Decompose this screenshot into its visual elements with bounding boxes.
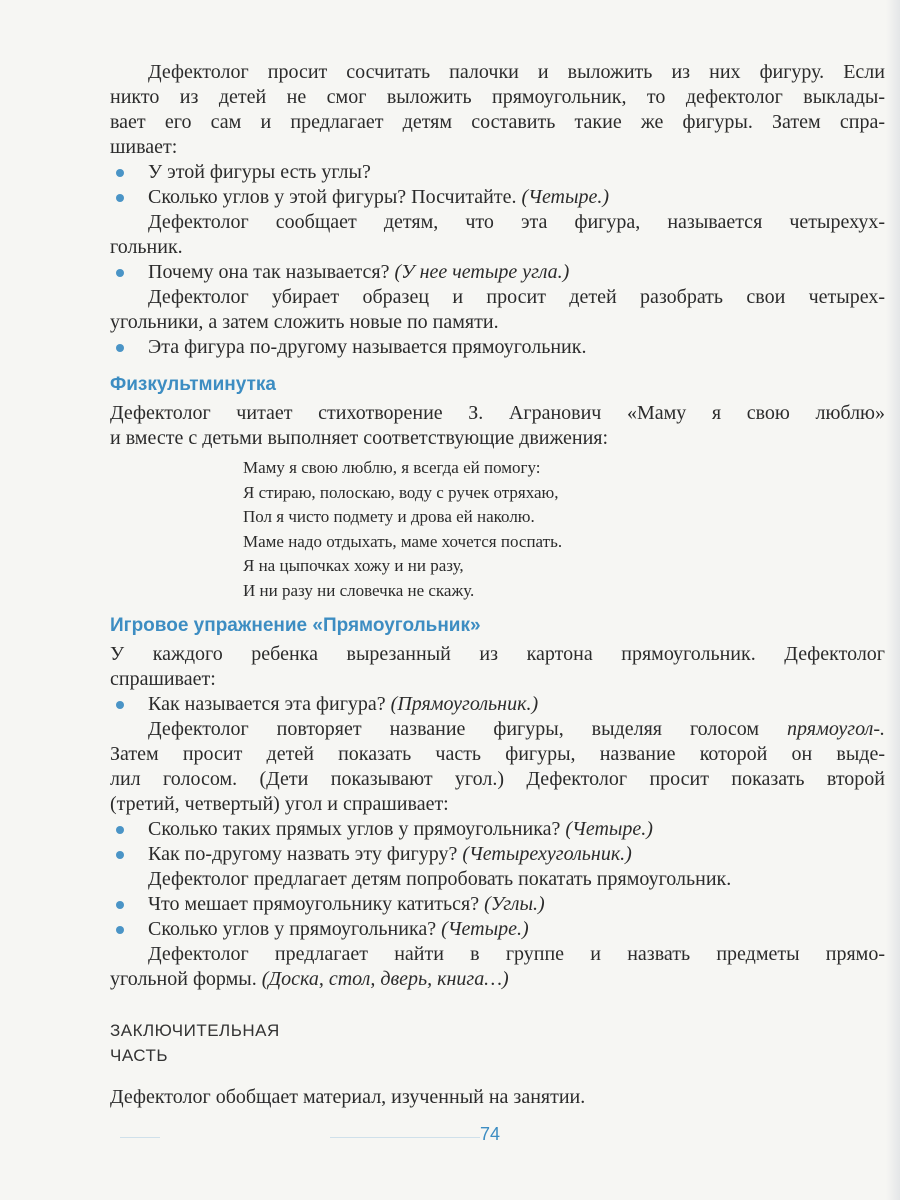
text: угольной формы. — [110, 968, 262, 990]
bullet-text: Почему она так называется? — [148, 261, 395, 283]
text-line — [110, 767, 885, 792]
bullet-text: Эта фигура по-другому называется прямоугольник. — [148, 336, 587, 358]
verse-line: Маме надо отдыхать, маме хочется поспать. — [243, 531, 563, 551]
section-heading: Игровое упражнение «Прямоугольник» — [110, 615, 481, 636]
bullet-text: Сколько углов у этой фигуры? Посчитайте. — [148, 186, 522, 208]
bullet-item — [110, 842, 885, 867]
verse-line: Я на цыпочках хожу и ни разу, — [243, 556, 464, 575]
text: лил голосом. (Дети показывают угол.) Дефектолог просит показать второй — [110, 768, 885, 790]
text: гольник. — [110, 236, 183, 258]
verse-line: Маму я свою люблю, я всегда ей помогу: — [243, 458, 541, 477]
text: Дефектолог обобщает материал, изученный на занятии. — [110, 1086, 586, 1108]
text: шивает: — [110, 136, 178, 158]
text-line — [110, 717, 885, 742]
bullet-text: Что мешает прямоугольнику катиться? — [148, 893, 485, 915]
page-body — [110, 60, 885, 1110]
bullet-text: Сколько углов у прямоугольника? — [148, 918, 442, 940]
bullet-item — [110, 692, 885, 717]
text: Дефектолог просит сосчитать палочки и выложить из них фигуру. Если — [148, 61, 885, 83]
text-line — [110, 235, 885, 260]
bullet-icon — [116, 169, 124, 177]
bullet-text: Как по-другому назвать эту фигуру? — [148, 843, 463, 865]
bullet-icon — [116, 851, 124, 859]
text-line — [110, 1085, 885, 1110]
bullet-item — [110, 260, 885, 285]
bullet-icon — [116, 269, 124, 277]
text-line — [110, 667, 885, 692]
text: никто из детей не смог выложить прямоугольник, то дефектолог выклады- — [110, 86, 885, 108]
bullet-item — [110, 917, 885, 942]
text: спрашивает: — [110, 668, 216, 690]
italic-answer: (Прямоугольник.) — [390, 693, 539, 715]
bullet-item — [110, 335, 885, 360]
text-line — [110, 642, 885, 667]
text-line — [110, 942, 885, 967]
italic-answer: (Четырехугольник.) — [462, 843, 632, 865]
text-line — [110, 310, 885, 335]
text-line — [110, 135, 885, 160]
text-line — [110, 285, 885, 310]
bullet-item — [110, 892, 885, 917]
text-line — [110, 85, 885, 110]
text: Затем просит детей показать часть фигуры, название которой он выде- — [110, 743, 885, 765]
bullet-icon — [116, 826, 124, 834]
italic-answer: (Углы.) — [484, 893, 545, 915]
page-edge-shadow — [886, 0, 900, 1200]
bullet-icon — [116, 701, 124, 709]
verse-line: И ни разу ни словечка не скажу. — [243, 580, 475, 600]
bullet-item — [110, 817, 885, 842]
text: Дефектолог читает стихотворение З. Агранович «Маму я свою люблю» — [110, 402, 885, 424]
bullet-icon — [116, 901, 124, 909]
text: угольники, а затем сложить новые по памяти. — [110, 311, 499, 333]
verse-line: Пол я чисто подмету и дрова ей наколю. — [243, 507, 535, 526]
italic-answer: (У нее четыре угла.) — [394, 261, 570, 283]
verse-line: Я стираю, полоскаю, воду с ручек отряхаю, — [243, 482, 559, 502]
text-line — [110, 967, 885, 992]
text-line — [110, 742, 885, 767]
bullet-text: У этой фигуры есть углы? — [148, 161, 371, 183]
text: вает его сам и предлагает детям составить такие же фигуры. Затем спра- — [110, 111, 885, 133]
text: Дефектолог предлагает найти в группе и назвать предметы прямо- — [148, 943, 885, 965]
text: (третий, четвертый) угол и спрашивает: — [110, 793, 449, 815]
italic-answer: (Четыре.) — [565, 818, 653, 840]
text-line — [110, 60, 885, 85]
part-title: ЧАСТЬ — [110, 1046, 169, 1065]
section-heading: Физкультминутка — [110, 374, 276, 395]
text-line — [110, 210, 885, 235]
italic-answer: (Четыре.) — [441, 918, 529, 940]
text: Дефектолог сообщает детям, что эта фигура, называется четырехуx- — [148, 211, 885, 233]
text: Дефектолог предлагает детям попробовать покатать прямоугольник. — [148, 868, 732, 890]
italic-answer: прямоугол-. — [787, 718, 885, 740]
text-line — [110, 401, 885, 426]
bullet-icon — [116, 194, 124, 202]
italic-answer: (Доска, стол, дверь, книга…) — [261, 968, 509, 990]
bullet-item — [110, 185, 885, 210]
bullet-icon — [116, 344, 124, 352]
page-number: 74 — [479, 1124, 501, 1144]
bullet-item — [110, 160, 885, 185]
text: и вместе с детьми выполняет соответствующие движения: — [110, 427, 609, 449]
text-line — [110, 792, 885, 817]
bullet-text: Как называется эта фигура? — [148, 693, 391, 715]
bullet-text: Сколько таких прямых углов у прямоугольника? — [148, 818, 566, 840]
text-line — [110, 110, 885, 135]
part-title: ЗАКЛЮЧИТЕЛЬНАЯ — [110, 1021, 280, 1040]
text-line — [110, 426, 885, 451]
italic-answer: (Четыре.) — [521, 186, 610, 208]
text-line — [110, 867, 885, 892]
text: Дефектолог убирает образец и просит детей разобрать свои четырех- — [148, 286, 885, 308]
text: Дефектолог повторяет название фигуры, выделяя голосом — [148, 718, 788, 740]
bullet-icon — [116, 926, 124, 934]
text: У каждого ребенка вырезанный из картона прямоугольник. Дефектолог — [110, 643, 885, 665]
